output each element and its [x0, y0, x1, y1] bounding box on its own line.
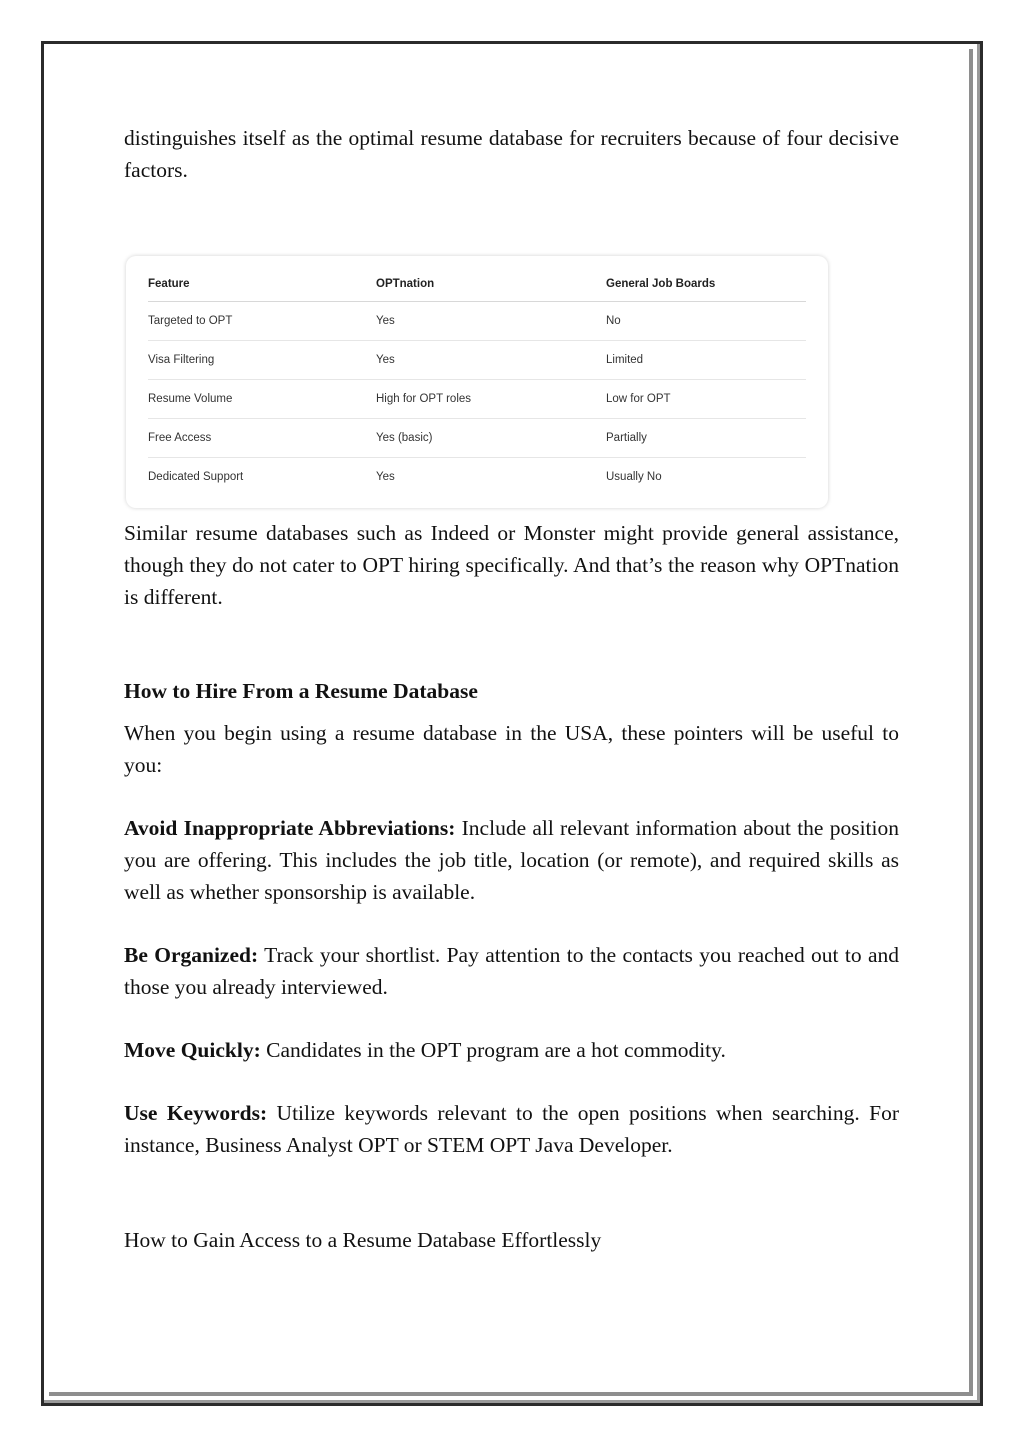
- table-cell: Targeted to OPT: [148, 302, 376, 341]
- comparison-table-card: [126, 256, 828, 508]
- tip-paragraph: [124, 1034, 899, 1066]
- table-cell: Usually No: [606, 471, 662, 483]
- table-cell: High for OPT roles: [376, 380, 606, 419]
- table-row: [148, 458, 806, 497]
- tip-label: Be Organized:: [124, 943, 259, 967]
- table-cell: Yes: [376, 471, 395, 483]
- table-header-optnation: OPTnation: [376, 266, 606, 302]
- table-cell: Resume Volume: [148, 380, 376, 419]
- tip-paragraph: [124, 812, 899, 908]
- table-cell: Yes: [376, 341, 606, 380]
- table-cell: Yes (basic): [376, 419, 606, 458]
- tip-label: Avoid Inappropriate Abbreviations:: [124, 816, 456, 840]
- tip-paragraph: [124, 1097, 899, 1161]
- tip-text: Include all relevant information about the position you are offering. This includes the job title, location (or remote), and required skills as well as whether sponsorship is available.: [124, 816, 899, 904]
- tip-label: Use Keywords:: [124, 1101, 268, 1125]
- comparison-table: [148, 266, 806, 496]
- intro-paragraph: distinguishes itself as the optimal resume database for recruiters because of four decisive factors.: [124, 126, 899, 182]
- table-cell: Yes: [376, 302, 606, 341]
- table-cell: Partially: [606, 419, 806, 458]
- table-cell: Dedicated Support: [148, 471, 244, 483]
- section-intro-paragraph: When you begin using a resume database in the USA, these pointers will be useful to you:: [124, 721, 899, 777]
- tip-text: Track your shortlist. Pay attention to the contacts you reached out to and those you already interviewed.: [124, 943, 899, 999]
- table-row: [148, 419, 806, 458]
- table-header-general-job-boards: General Job Boards: [606, 266, 806, 302]
- table-cell: Low for OPT: [606, 380, 806, 419]
- table-row: [148, 302, 806, 341]
- tip-text: Utilize keywords relevant to the open positions when searching. For instance, Business Analyst OPT or STEM OPT Java Developer.: [124, 1101, 899, 1157]
- similar-databases-paragraph: Similar resume databases such as Indeed or Monster might provide general assistance, though they do not cater to OPT hiring specifically. And that’s the reason why OPTnation is different.: [124, 521, 899, 609]
- table-header-row: [148, 266, 806, 302]
- document-body: [124, 122, 899, 1256]
- table-cell: Free Access: [148, 419, 376, 458]
- table-row: [148, 341, 806, 380]
- tip-paragraph: [124, 939, 899, 1003]
- tip-label: Move Quickly:: [124, 1038, 261, 1062]
- table-cell: Visa Filtering: [148, 341, 376, 380]
- table-cell: Limited: [606, 341, 806, 380]
- table-header-feature: Feature: [148, 266, 376, 302]
- table-cell: No: [606, 302, 806, 341]
- table-row: [148, 380, 806, 419]
- tip-text: Candidates in the OPT program are a hot commodity.: [260, 1038, 726, 1062]
- closing-heading: How to Gain Access to a Resume Database Effortlessly: [124, 1228, 602, 1252]
- section-heading: How to Hire From a Resume Database: [124, 679, 478, 703]
